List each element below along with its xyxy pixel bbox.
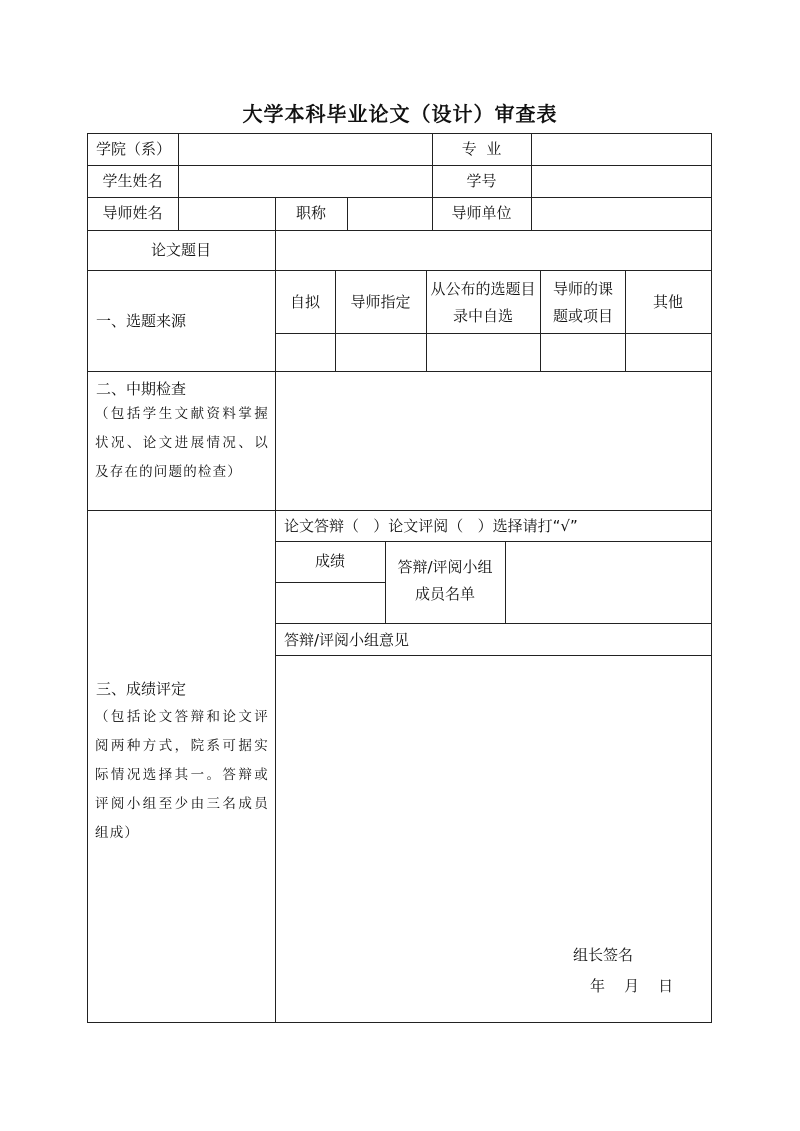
advisor-unit-label: 导师单位 xyxy=(451,204,512,222)
row-line xyxy=(275,541,712,542)
col-line xyxy=(335,270,336,371)
thesis-title-label: 论文题目 xyxy=(150,241,211,259)
col-line xyxy=(505,541,506,623)
topic-source-heading: 一、选题来源 xyxy=(96,312,187,330)
table-border-right xyxy=(711,133,712,1023)
advisor-name-label: 导师姓名 xyxy=(102,204,163,222)
col-line xyxy=(625,270,626,371)
row-line xyxy=(87,270,712,271)
table-border-left xyxy=(87,133,88,1023)
row-line xyxy=(275,582,385,583)
student-id-label: 学号 xyxy=(466,172,497,190)
col-line xyxy=(275,230,276,1023)
topic-option: 导师指定 xyxy=(350,293,411,311)
grading-note: （包括论文答辩和论文评阅两种方式，院系可据实际情况选择其一。答辩或评阅小组至少由三名成员组成） xyxy=(95,709,269,841)
topic-option: 导师的课题或项目 xyxy=(552,280,613,325)
row-line xyxy=(275,655,712,656)
col-line xyxy=(385,541,386,623)
date-line: 年 月 日 xyxy=(590,977,674,995)
advisor-title-label: 职称 xyxy=(295,204,326,222)
major-label: 专 业 xyxy=(461,140,502,158)
student-name-label: 学生姓名 xyxy=(102,172,163,190)
col-line xyxy=(178,133,179,230)
table-border-bottom xyxy=(87,1022,712,1023)
col-line xyxy=(540,270,541,371)
leader-signature-label: 组长签名 xyxy=(573,946,634,964)
method-selection-line: 论文答辩（ ）论文评阅（ ）选择请打“√” xyxy=(284,517,578,535)
review-form-table xyxy=(87,133,712,1023)
table-border-top xyxy=(87,133,712,134)
midterm-note: （包括学生文献资料掌握状况、论文进展情况、以及存在的问题的检查） xyxy=(95,406,269,480)
row-line xyxy=(87,165,712,166)
grading-heading: 三、成绩评定 xyxy=(96,680,187,698)
col-line xyxy=(426,270,427,371)
topic-option: 自拟 xyxy=(289,293,320,311)
row-line xyxy=(87,510,712,511)
row-line xyxy=(275,623,712,624)
row-line xyxy=(87,230,712,231)
score-label: 成绩 xyxy=(314,552,345,570)
topic-option: 从公布的选题目录中自选 xyxy=(430,280,536,325)
midterm-heading: 二、中期检查 xyxy=(96,380,187,398)
group-opinion-label: 答辩/评阅小组意见 xyxy=(284,631,410,649)
group-members-label: 答辩/评阅小组成员名单 xyxy=(397,558,493,603)
row-line xyxy=(87,371,712,372)
form-title: 大学本科毕业论文（设计）审查表 xyxy=(242,102,558,126)
row-line xyxy=(275,333,712,334)
topic-option: 其他 xyxy=(652,293,683,311)
college-label: 学院（系） xyxy=(96,140,172,158)
col-line xyxy=(531,133,532,230)
row-line xyxy=(87,197,712,198)
col-line xyxy=(347,197,348,230)
